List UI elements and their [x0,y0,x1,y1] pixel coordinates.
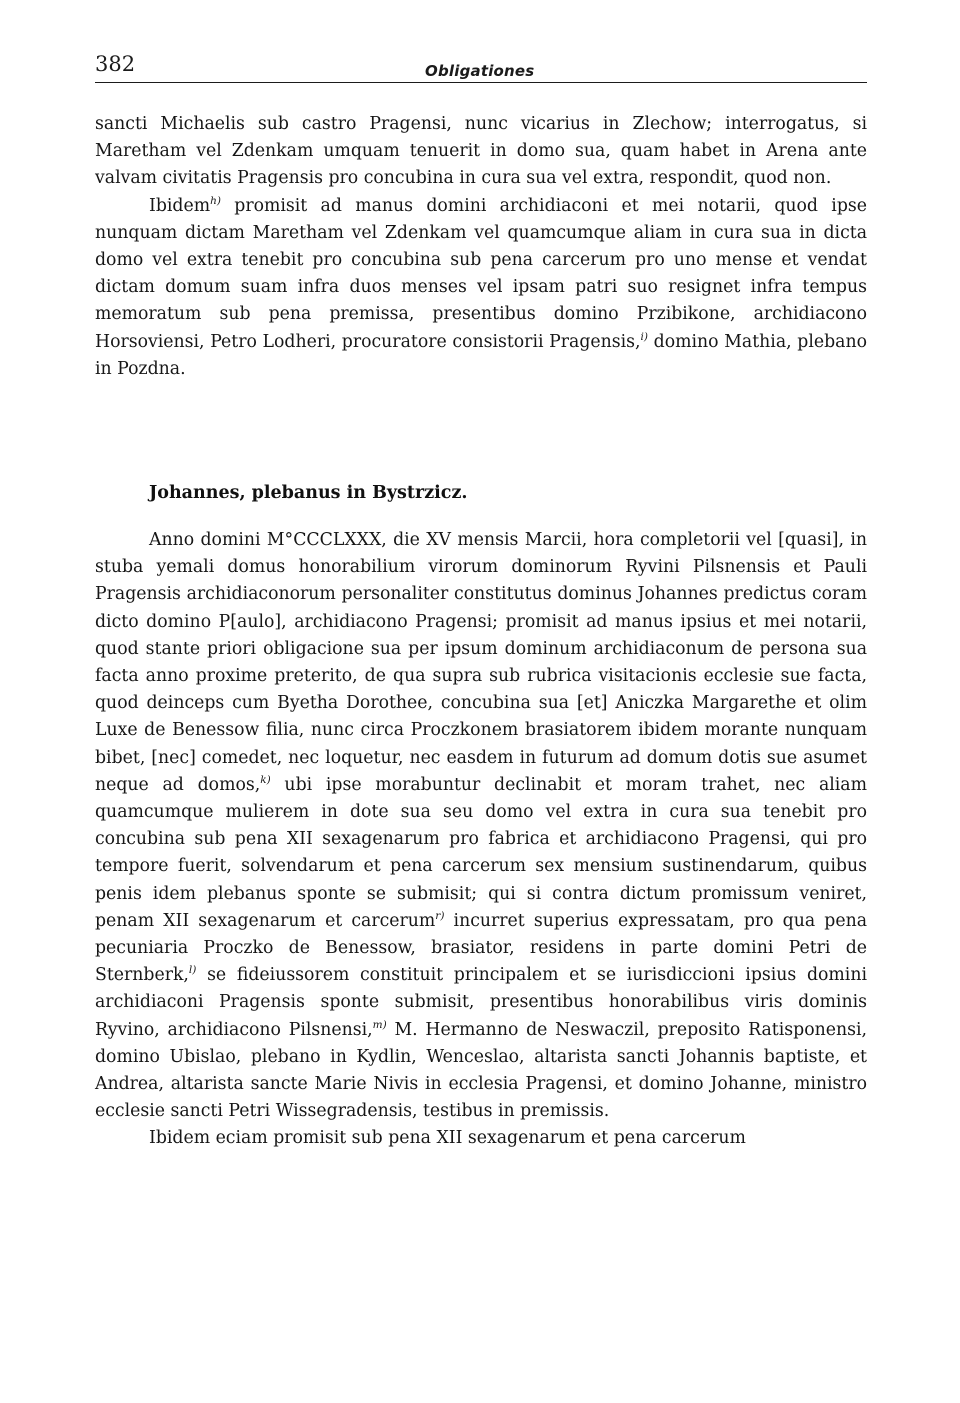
text-segment: se fideiussorem constituit principalem et se iurisdiccioni ipsius domini archidiaconi Pragensis sponte submisit, presentibus honorabilibus viris dominis Ryvino, archidiacono Pilsnensi, [95,965,867,1040]
running-title: Obligationes [425,62,535,80]
text-segment: M. Hermanno de Neswaczil, preposito Ratisponensi, domino Ubislao, plebano in Kydlin, Wenceslao, altarista sancti Johannis baptiste, et Andrea, altarista sancte Marie Nivis in ecclesia Pragensi, et domino Johanne, ministro ecclesie sancti Petri Wissegradensis, testibus in premissis. [95,1019,867,1122]
page-number: 382 [95,52,136,76]
text-block-2 [95,527,867,1153]
text-segment: incurret superius expressatam, pro qua pena pecuniaria Proczko de Benessow, brasiator, residens in parte domini Petri de Sternberk, [95,910,868,986]
text-segment: Ibidem [149,195,211,216]
paragraph-continued: sancti Michaelis sub castro Pragensi, nunc vicarius in Zlechow; interrogatus, si Maretham vel Zdenkam umquam tenuerit in domo sua, quam habet in Arena ante valvam civitatis Pragensis pro concubina in cura sua vel extra, respondit, quod non. [95,114,867,189]
text-segment: ubi ipse morabuntur declinabit et moram trahet, nec aliam quamcumque mulierem in dote sua seu domo vel extra in cura sua tenebit pro concubina sub pena XII sexagenarum pro fabrica et archidiacono Pragensi, qui pro tempore fuerit, solvendarum et pena carcerum sex mensium sustinendarum, quibus penis idem plebanus sponte se submisit; qui si contra dictum promissum veniret, penam XII sexagenarum et carcerum [95,774,867,931]
text-segment: Anno domini M°CCCLXXX, die XV mensis Marcii, hora completorii vel [quasi], in stuba yemali domus honorabilium virorum dominorum Ryvini Pilsnensis et Pauli Pragensis archidiaconorum personaliter constitutus dominus Johannes predictus coram dicto domino P[aulo], archidiacono Pragensi; promisit ad manus ipsius et mei notarii, quod stante priori obligacione sua per ipsum dominum archidiaconum de persona sua facta anno proxime preterito, de qua supra sub rubrica visitacionis ecclesie sue facta, quod deinceps cum Byetha Dorothee, concubina sua [et] Aniczka Margarethe et olim Luxe de Benessow filia, nunc circa Proczkonem brasiatorem ibidem morante nunquam bibet, [nec] comedet, nec loquetur, nec easdem in futurum ad domum dotis sue asumet neque ad domos, [95,530,867,795]
footnote-marker-l: l) [188,964,197,977]
text-block-1 [95,111,867,383]
footnote-marker-r: r) [435,909,445,922]
text-segment: domino Mathia, plebano in Pozdna. [95,331,867,379]
paragraph-anno-domini [95,527,867,1125]
section-heading: Johannes, plebanus in Bystrzicz. [149,483,468,503]
paragraph-ibidem-eciam: Ibidem eciam promisit sub pena XII sexagenarum et pena carcerum [149,1128,746,1149]
footnote-marker-i: i) [640,330,648,343]
footnote-marker-h: h) [210,194,221,207]
running-head [95,50,867,84]
footnote-marker-m: m) [372,1018,387,1031]
paragraph-ibidem [95,193,867,383]
footnote-marker-k: k) [260,773,271,786]
text-segment: promisit ad manus domini archidiaconi et mei notarii, quod ipse nunquam dictam Maretham vel Zdenkam vel quamcumque aliam in cura sua in dicta domo vel extra tenebit pro concubina sub pena carcerum pro uno mense et vendat dictam domum suam infra duos menses vel ipsam patri suo resignet infra tempus memoratum sub pena premissa, presentibus domino Przibikone, archidiacono Horsoviensi, Petro Lodheri, procuratore consistorii Pragensis, [95,195,867,352]
header-rule [95,82,867,83]
